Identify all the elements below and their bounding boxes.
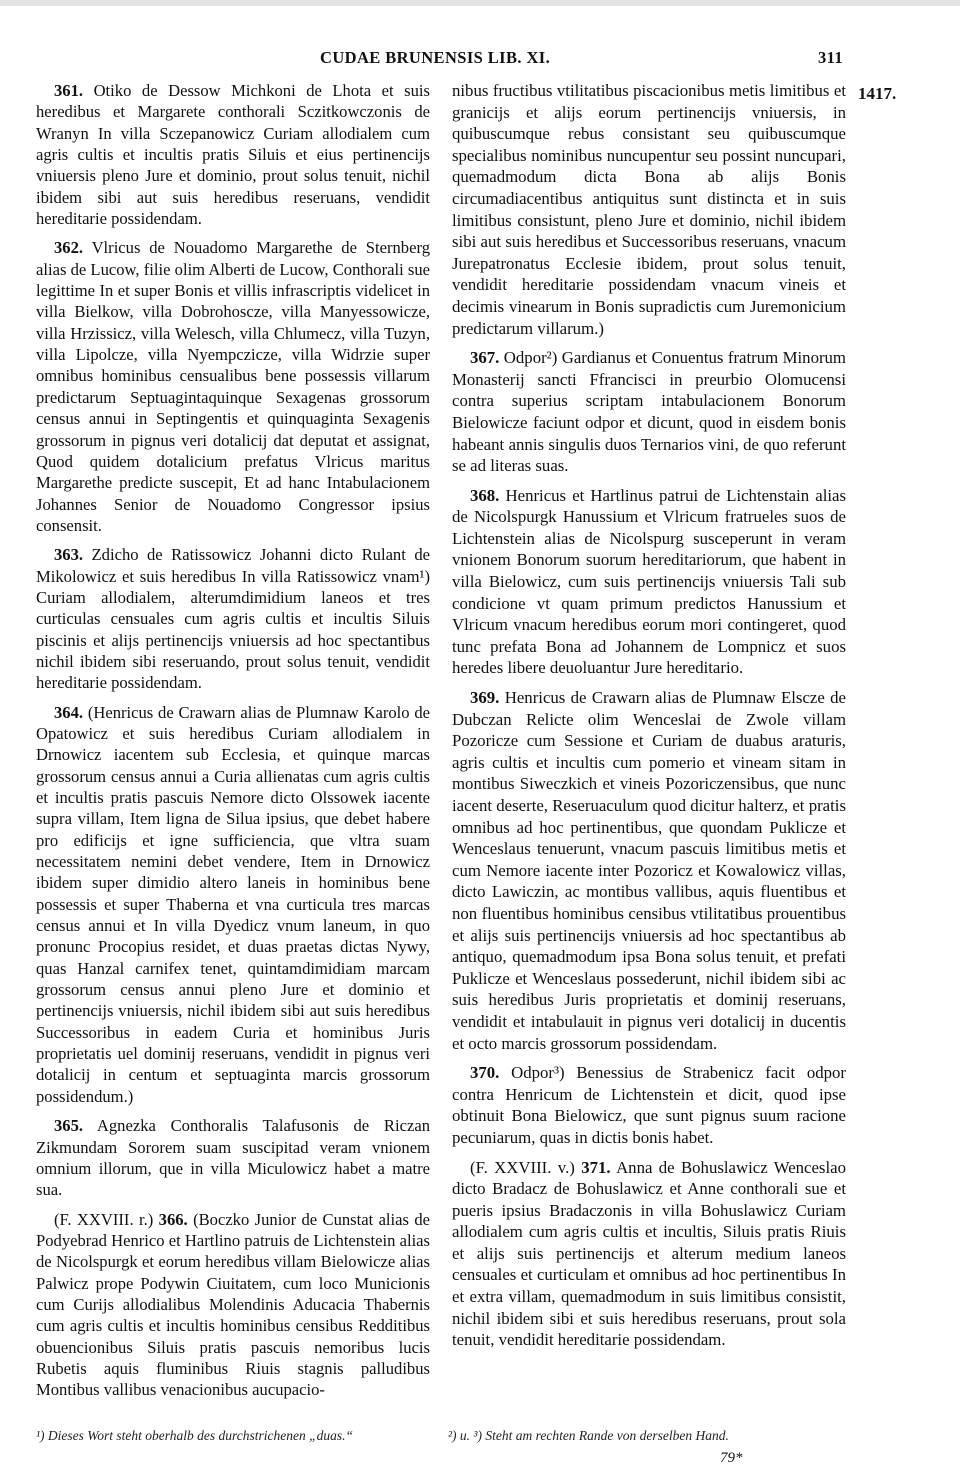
entry-number: 362. xyxy=(54,238,84,258)
entry-number: 370. xyxy=(470,1063,500,1083)
running-header xyxy=(0,48,960,72)
entry-paragraph xyxy=(452,485,846,679)
footnote-right: ²) u. ³) Steht am rechten Rande von derselben Hand. xyxy=(448,1428,729,1443)
entry-text: Vlricus de Nouadomo Margarethe de Sternberg alias de Lucow, filie olim Alberti de Lucow, Conthorali sue legittime In et super Bonis et villis infrascriptis videlicet in villa Bielkow, villa Dobrohoscze, villa Manyessowicze, villa Hrzissicz, villa Welesch, villa Chlumecz, villa Tuzyn, villa Lipolcze, villa Nyempczicze, villa Widrzie super omnibus hominibus censualibus bene possessis villarum predictarum Septuagintaquinque Sexagenas grossorum census annui in Septingentis et quinquaginta Sexagenis grossorum in pignus veri dotalicij dat deputat et assignat, Quod quidem dotalicium prefatus Vlricus maritus Margarethe predicte suscepit, Et ad hanc Intabulacionem Johannes Senior de Nouadomo Congressor ipsius consensit. xyxy=(36,238,430,535)
entry-text: Zdicho de Ratissowicz Johanni dicto Rulant de Mikolowicz et suis heredibus In villa Ratissowicz vnam¹) Curiam allodialem, alterumdimidium laneos et tres curticulas censuales cum agris cultis et incultis Siluis piscinis et alijs pertinencijs vniuersis ad hoc spectantibus nichil ibidem sibi reseruando, prout solus tenuit, vendidit hereditarie possidendam. xyxy=(36,545,430,693)
entry-paragraph xyxy=(36,702,430,1108)
entry-text: (Boczko Junior de Cunstat alias de Podyebrad Henrico et Hartlino patruis de Lichtenstein alias de Nicolspurgk et eorum heredibus villam Bielowicze alias Palwicz prope Podywin Ciuitatem, cum loco Municionis cum Curijs allodialibus Molendinis Aducacia Thabernis cum agris cultis et incultis hominibus censibus Redditibus obuencionibus Siluis pratis pascuis nemoribus lucis Rubetis aquis fluminibus Riuis stagnis palludibus Montibus vallibus venacionibus aucupacio- xyxy=(36,1209,430,1400)
entry-paragraph xyxy=(36,80,430,229)
entry-paragraph xyxy=(452,1157,846,1351)
entry-number: 366. xyxy=(158,1209,188,1229)
entry-paragraph xyxy=(36,544,430,693)
printer-signature: 79* xyxy=(720,1450,743,1466)
entry-paragraph xyxy=(452,687,846,1054)
entry-number: 368. xyxy=(470,485,500,505)
folio-reference: (F. XXVIII. r.) xyxy=(54,1209,154,1229)
entry-number: 364. xyxy=(54,702,84,722)
entry-text: Henricus et Hartlinus patrui de Lichtenstain alias de Nicolspurgk Hanussium et Vlricum fratrueles suos de Lichtenstein alias de Nicolspurg susceperunt in veram vnionem Bonorum suorum hereditariorum, que habent in villa Bielowicz, cum suis pertinencijs vniuersis Tali sub condicione vt quam primum predictos Hanussium et Vlricum vnacum heredibus eorum mori contingeret, quod tunc prefata Bona ad Johannem de Lompnicz et suos heredes libere deuoluantur Jure hereditario. xyxy=(452,485,847,678)
top-scan-edge xyxy=(0,0,960,6)
entry-text: Anna de Bohuslawicz Wenceslao dicto Bradacz de Bohuslawicz et Anne conthorali sue et pueris ipsius Bradaczonis in villa Bohuslawicz Curiam allodialem cum agris cultis et incultis, Siluis pratis Riuis et alijs suis pertinencijs et alterum medium laneos censuales et curticulam et omnibus ad hoc pertinentibus In et extra villam, quemadmodum in suis limitibus consistit, nichil ibidem sibi et suis heredibus reseruans, prout sola tenuit, vendidit hereditarie possidendam. xyxy=(452,1157,846,1350)
left-column xyxy=(36,80,430,1401)
page-number: 311 xyxy=(818,48,844,67)
entry-paragraph xyxy=(452,80,846,339)
entry-text: Agnezka Conthoralis Talafusonis de Riczan Zikmundam Sororem suam suscipitad veram vnionem omnium illorum, que in villa Miculowicz habet a matre sua. xyxy=(36,1116,430,1200)
margin-year: 1417. xyxy=(858,84,897,103)
entry-text: Otiko de Dessow Michkoni de Lhota et suis heredibus et Margarete conthorali Sczitkowczonis de Wranyn In villa Sczepanowicz Curiam allodialem cum agris cultis et incultis pratis Siluis et eius pertinencijs vniuersis pleno Jure et dominio, prout solus tenuit, nichil ibidem sibi aut suis heredibus reseruans, vendidit hereditarie possidendam. xyxy=(36,81,430,229)
running-title: CUDAE BRUNENSIS LIB. XI. xyxy=(320,48,551,67)
folio-reference: (F. XXVIII. v.) xyxy=(470,1157,575,1177)
entry-text: Odpor²) Gardianus et Conuentus fratrum Minorum Monasterij sancti Ffrancisci in preurbio Olomucensi contra superius scriptam intabulacionem Bonorum Bielowicze faciunt odpor et dicunt, quod in eisdem bonis habeant annis singulis duos Ternarios vini, de quo referunt se ad literas suas. xyxy=(452,348,846,476)
entry-number: 369. xyxy=(470,688,500,708)
entry-paragraph xyxy=(452,1062,846,1148)
entry-number: 363. xyxy=(54,545,84,565)
entry-text: Henricus de Crawarn alias de Plumnaw Elscze de Dubczan Relicte olim Wenceslai de Zwole villam Pozoricze cum Sessione et Curiam de duabus araturis, agris cultis et incultis cum pomerio et vineam sitam in montibus Siweczkich et vineis Pozoriczensibus, que nunc iacent deserte, Reseruaculum quod dicitur halterz, et pratis omnibus ad hoc pertinentibus, que quondam Puklicze et Wenceslaus tenuerunt, vnacum pascuis limitibus metis et cum Nemore iacente inter Pozoricz et Kowalowicz villas, dicto Lawiczin, ac montibus vallibus, aquis fluentibus et non fluentibus hominibus censibus vtilitatibus prouentibus et alijs suis pertinencijs vniuersis ad hoc spectantibus ab antiquo, quemadmodum ipsa Bona solus tenuit, et prefati Puklicze et Wenceslaus possederunt, nichil ibidem sibi ac suis heredibus Juris proprietatis et dominij reseruans, vendidit et intabulauit in pignus veri dotalicij in ducentis et octo marcis grossorum possidendam. xyxy=(452,688,846,1053)
footnote-left: ¹) Dieses Wort steht oberhalb des durchstrichenen „duas.“ xyxy=(36,1428,354,1443)
entry-number: 371. xyxy=(581,1157,611,1177)
entry-text: nibus fructibus vtilitatibus piscacionibus metis limitibus et granicijs et alijs eorum pertinencijs vniuersis, in quibuscumque rebus consistant seu quibuscumque specialibus nominibus nuncupentur seu possint nuncupari, quemadmodum dicta Bona ab alijs Bonis circumadiacentibus antiquitus sunt distincta et in suis limitibus consistunt, pleno Jure et dominio, nichil ibidem sibi aut suis heredibus et Successoribus reseruans, vnacum Jurepatronatus Ecclesie ibidem, prout solus tenuit, vendidit hereditarie possidendam vnacum vineis et decimis vinearum in Bonis supradictis cum Juremonicium predictarum villarum.) xyxy=(452,81,846,338)
entry-number: 365. xyxy=(54,1116,84,1136)
entry-number: 361. xyxy=(54,81,84,100)
entry-text: Odpor³) Benessius de Strabenicz facit odpor contra Henricum de Lichtenstein et dicit, quod ipse obtinuit Bona Bielowicz, que sunt pignus suum racione pecuniarum, quas in dictis bonis habet. xyxy=(452,1063,846,1147)
entry-text: (Henricus de Crawarn alias de Plumnaw Karolo de Opatowicz et suis heredibus Curiam allodialem in Drnowicz iacentem sub Ecclesia, et quinque marcas grossorum census annui a Curia allienatas cum agris cultis et incultis pratis pascuis Nemore dicto Olssowek iacente supra villam, Item ligna de Silua ipsius, que debet habere pro edificijs et igne sufficiencia, que vltra suam necessitatem nemini debet vendere, Item in Drnowicz ibidem super dimidio altero laneis in hominibus bene possessis et super Thaberna et vna curticula tres marcas census annui et In villa Dyedicz vnum laneum, in quo pronunc Procopius residet, et duas praetas dictas Nywy, quas Hanzal carnifex tenet, quintamdimidiam marcam grossorum census annui pleno Jure et dominio et pertinencijs vniuersis, nichil ibidem sibi aut suis heredibus Successoribus in eadem Curia et hominibus Juris proprietatis uel dominij reseruans, vendidit in pignus veri dotalicij in centum et septuaginta marcis grossorum possidendum.) xyxy=(36,702,430,1106)
entry-number: 367. xyxy=(470,348,500,368)
entry-paragraph xyxy=(36,1209,430,1401)
entry-paragraph xyxy=(36,1115,430,1200)
entry-paragraph xyxy=(36,237,430,536)
entry-paragraph xyxy=(452,347,846,477)
right-column xyxy=(452,80,846,1351)
